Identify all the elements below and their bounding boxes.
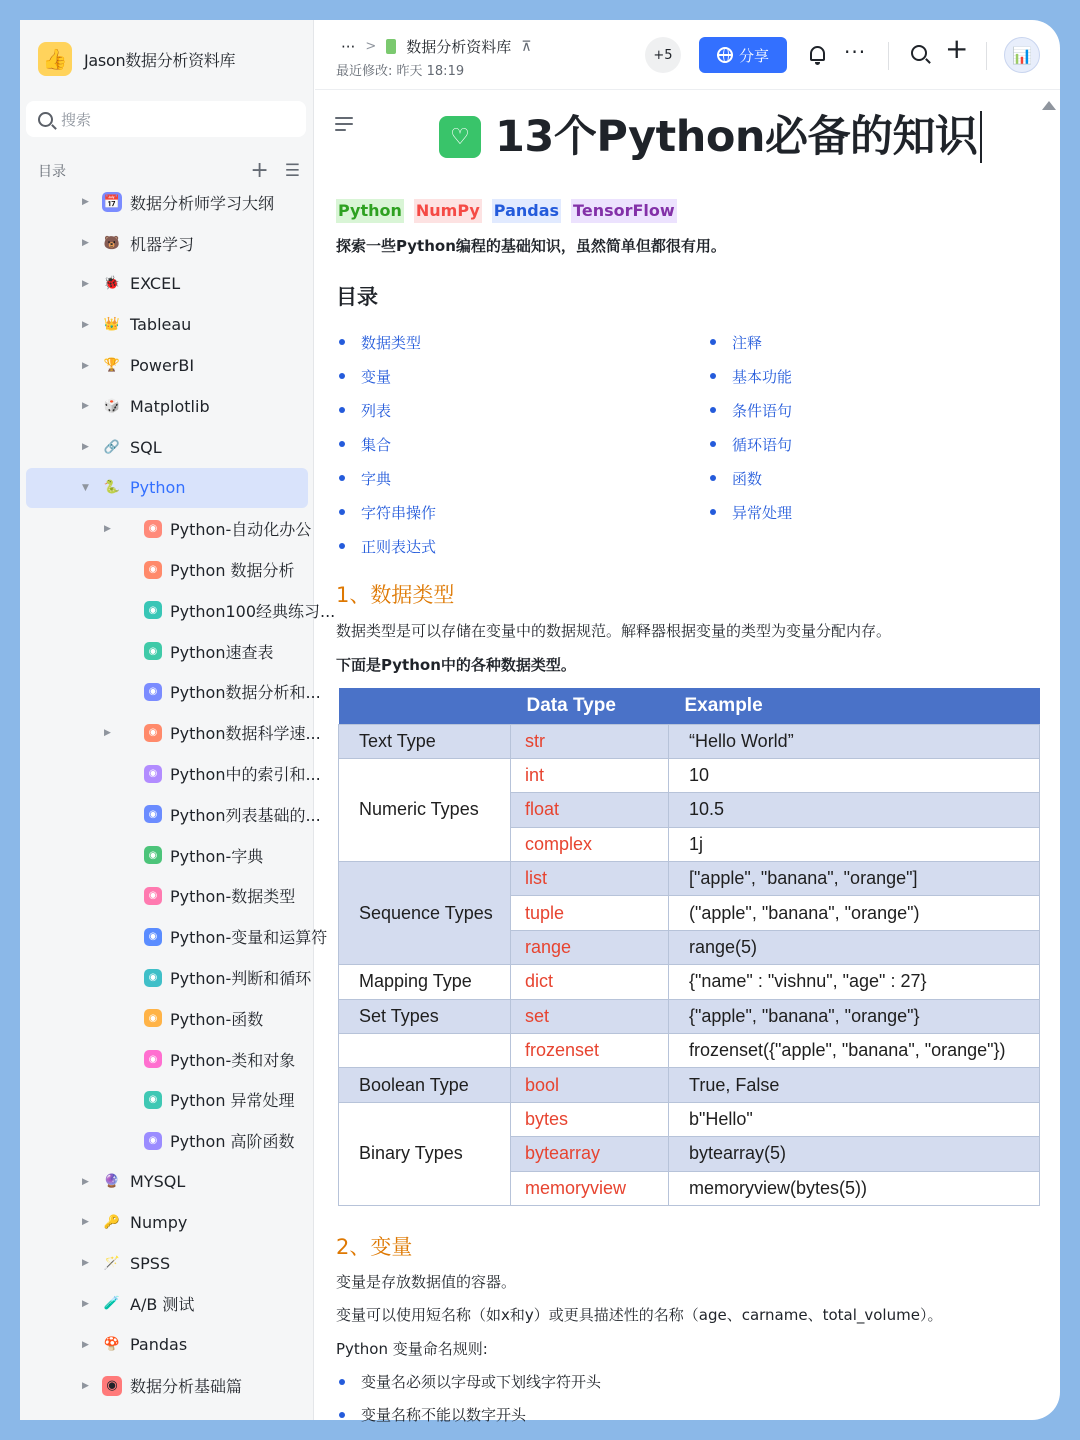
- toc-left-column: [339, 325, 436, 563]
- sidebar-item[interactable]: [26, 223, 308, 264]
- type-cell: complex: [511, 827, 669, 861]
- tag-list: [336, 199, 677, 223]
- divider: [888, 42, 889, 70]
- sidebar-item-label: Python-函数: [170, 1009, 264, 1029]
- list-item: 变量名必须以字母或下划线字符开头: [339, 1371, 601, 1392]
- page-icon: 📅: [102, 192, 122, 212]
- type-cell: frozenset: [511, 1034, 669, 1068]
- sidebar-item-label: Python-类和对象: [170, 1050, 296, 1070]
- toc-link[interactable]: 基本功能: [710, 359, 792, 393]
- caret-right-icon[interactable]: ▶: [82, 197, 89, 208]
- sidebar-item-label: Python: [130, 478, 186, 498]
- sidebar-item[interactable]: [26, 1080, 308, 1121]
- type-cell: list: [511, 862, 669, 896]
- sidebar-item-label: Python列表基础的...: [170, 805, 321, 825]
- sidebar-item-label: Matplotlib: [130, 396, 210, 416]
- example-cell: ("apple", "banana", "orange"): [669, 896, 1040, 930]
- caret-right-icon[interactable]: ▶: [82, 319, 89, 330]
- globe-icon: [717, 47, 733, 63]
- sidebar-item-label: SPSS: [130, 1253, 171, 1273]
- tag[interactable]: Pandas: [492, 199, 561, 223]
- paragraph: 数据类型是可以存储在变量中的数据规范。解释器根据变量的类型为变量分配内存。: [336, 622, 892, 640]
- bell-icon[interactable]: [810, 46, 825, 61]
- page-icon: 🎲: [103, 398, 121, 414]
- sidebar-item-label: 数据分析基础篇: [130, 1377, 243, 1396]
- page-icon: ◉: [144, 1132, 162, 1150]
- sidebar-item[interactable]: [26, 1243, 308, 1284]
- page-icon: 🏆: [103, 358, 121, 374]
- thumbs-up-logo-icon: 👍: [38, 42, 72, 76]
- type-cell: float: [511, 793, 669, 827]
- paragraph: 变量可以使用短名称（如x和y）或更具描述性的名称（age、carname、total_volume）。: [336, 1306, 943, 1324]
- sidebar-item[interactable]: [26, 835, 308, 876]
- toc-link[interactable]: 循环语句: [710, 427, 792, 461]
- example-cell: bytearray(5): [669, 1137, 1040, 1171]
- example-cell: 10: [669, 758, 1040, 792]
- more-breadcrumb-button[interactable]: ···: [341, 37, 356, 56]
- table-row: [339, 862, 1040, 896]
- type-cell: str: [511, 724, 669, 758]
- brand[interactable]: [38, 42, 235, 76]
- category-cell: Sequence Types: [339, 862, 511, 965]
- example-cell: b"Hello": [669, 1102, 1040, 1136]
- caret-right-icon[interactable]: ▶: [82, 1258, 89, 1269]
- app-window: [20, 20, 1060, 1424]
- table-header: [339, 688, 511, 724]
- caret-right-icon[interactable]: ▶: [82, 1217, 89, 1228]
- sidebar-item-label: Numpy: [130, 1212, 188, 1232]
- caret-right-icon[interactable]: ▶: [82, 360, 89, 371]
- caret-right-icon[interactable]: ▶: [82, 1380, 89, 1391]
- toc-link[interactable]: 列表: [339, 393, 436, 427]
- tag[interactable]: TensorFlow: [571, 199, 677, 223]
- tag[interactable]: Python: [336, 199, 404, 223]
- sidebar-item-label: Pandas: [130, 1335, 188, 1355]
- sidebar-item[interactable]: [26, 549, 308, 590]
- table-row: [339, 1034, 1040, 1068]
- top-bar: [315, 20, 1060, 90]
- page-icon: ◉: [144, 887, 162, 905]
- sidebar-item-label: Python-自动化办公: [170, 520, 312, 540]
- sidebar-item[interactable]: [26, 1120, 308, 1161]
- share-button[interactable]: [699, 37, 787, 73]
- sidebar-item[interactable]: [26, 427, 308, 468]
- sidebar-item-label: Python-变量和运算符: [170, 928, 328, 948]
- example-cell: 10.5: [669, 793, 1040, 827]
- example-cell: “Hello World”: [669, 724, 1040, 758]
- table-header: Example: [669, 688, 1040, 724]
- document-body: [315, 91, 1060, 1424]
- page-icon: ◉: [144, 1009, 162, 1027]
- caret-right-icon[interactable]: ▶: [82, 278, 89, 289]
- sidebar-item[interactable]: [26, 264, 308, 305]
- page-icon: ◉: [144, 805, 162, 823]
- outline-toggle-icon[interactable]: [335, 117, 353, 135]
- page-icon: 🐻: [103, 235, 121, 251]
- example-cell: range(5): [669, 930, 1040, 964]
- intro-text: 探索一些Python编程的基础知识，虽然简单但都很有用。: [336, 237, 726, 255]
- page-icon: ◉: [144, 928, 162, 946]
- more-options-icon[interactable]: ···: [844, 40, 867, 64]
- sidebar-item[interactable]: [26, 345, 308, 386]
- page-icon: ◉: [144, 724, 162, 742]
- sidebar-item[interactable]: [26, 998, 308, 1039]
- sidebar-item[interactable]: [26, 468, 308, 509]
- breadcrumb: [341, 36, 531, 57]
- page-icon: 🐍: [103, 480, 121, 496]
- tag[interactable]: NumPy: [414, 199, 482, 223]
- page-icon: ◉: [144, 683, 162, 701]
- example-cell: 1j: [669, 827, 1040, 861]
- example-cell: True, False: [669, 1068, 1040, 1102]
- category-cell: [339, 1034, 511, 1068]
- category-cell: Numeric Types: [339, 758, 511, 861]
- toc-link[interactable]: 数据类型: [339, 325, 436, 359]
- sidebar-item-label: Python-判断和循环: [170, 969, 312, 989]
- caret-right-icon[interactable]: ▶: [82, 1339, 89, 1350]
- sidebar-item[interactable]: [26, 1324, 308, 1365]
- page-icon: ◉: [144, 561, 162, 579]
- sidebar-item-label: 机器学习: [130, 234, 195, 254]
- toc-link[interactable]: 字典: [339, 461, 436, 495]
- page-icon: ◉: [144, 1050, 162, 1068]
- share-label: 分享: [738, 46, 769, 65]
- toc-link[interactable]: 注释: [710, 325, 792, 359]
- table-row: [339, 1102, 1040, 1136]
- page-icon: ◉: [144, 846, 162, 864]
- toc-right-column: [710, 325, 792, 529]
- sidebar-item[interactable]: [26, 590, 336, 631]
- page-icon: ◉: [144, 642, 162, 660]
- caret-down-icon[interactable]: ▼: [82, 482, 89, 493]
- type-cell: bytearray: [511, 1137, 669, 1171]
- sidebar-tree: [26, 182, 336, 1406]
- last-modified: 最近修改: 昨天 18:19: [336, 64, 465, 79]
- sidebar-item-label: Python 数据分析: [170, 561, 295, 581]
- caret-right-icon[interactable]: ▶: [104, 523, 111, 534]
- sidebar-item[interactable]: [26, 672, 321, 713]
- page-icon: ◉: [102, 1376, 122, 1396]
- category-cell: Text Type: [339, 724, 511, 758]
- list-view-icon[interactable]: ☰: [284, 161, 300, 181]
- sidebar-item[interactable]: [26, 386, 308, 427]
- example-cell: {"apple", "banana", "orange"}: [669, 999, 1040, 1033]
- section-heading-data-types: 1、数据类型: [336, 583, 455, 607]
- type-cell: tuple: [511, 896, 669, 930]
- pin-icon[interactable]: ⊼: [521, 38, 532, 55]
- table-header: Data Type: [511, 688, 669, 724]
- sidebar-item[interactable]: [26, 753, 321, 794]
- list-item: 变量名称不能以数字开头: [339, 1404, 526, 1425]
- page-icon: 🐞: [103, 276, 121, 292]
- brand-name: Jason数据分析资料库: [84, 50, 236, 70]
- sidebar-item-label: Python100经典练习...: [170, 601, 336, 621]
- sidebar-item[interactable]: [26, 1365, 308, 1406]
- sidebar-item[interactable]: [26, 1039, 308, 1080]
- category-cell: Boolean Type: [339, 1068, 511, 1102]
- table-row: [339, 724, 1040, 758]
- caret-right-icon[interactable]: ▶: [82, 1176, 89, 1187]
- sidebar-item-label: A/B 测试: [130, 1295, 195, 1315]
- toc-heading: 目录: [336, 285, 378, 309]
- sidebar-item[interactable]: [26, 508, 312, 549]
- sidebar-item-label: Python中的索引和...: [170, 765, 321, 785]
- sidebar-item-label: Python-字典: [170, 846, 264, 866]
- sidebar-item[interactable]: [26, 631, 308, 672]
- section-heading-variables: 2、变量: [336, 1235, 413, 1259]
- page-icon: ◉: [144, 520, 162, 538]
- toc-link[interactable]: 集合: [339, 427, 436, 461]
- toc-link[interactable]: 变量: [339, 359, 436, 393]
- page-icon: 👑: [103, 317, 121, 333]
- example-cell: ["apple", "banana", "orange"]: [669, 862, 1040, 896]
- page-icon: ◉: [144, 1091, 162, 1109]
- category-cell: Set Types: [339, 999, 511, 1033]
- type-cell: memoryview: [511, 1171, 669, 1205]
- example-cell: memoryview(bytes(5)): [669, 1171, 1040, 1205]
- search-icon: [38, 112, 53, 127]
- sidebar-item[interactable]: [26, 957, 312, 998]
- breadcrumb-current[interactable]: 数据分析资料库: [406, 38, 512, 56]
- sidebar-item[interactable]: [26, 794, 321, 835]
- toc-link[interactable]: 条件语句: [710, 393, 792, 427]
- sidebar-item-label: Python数据科学速...: [170, 724, 321, 744]
- type-cell: bool: [511, 1068, 669, 1102]
- caret-right-icon[interactable]: ▶: [82, 401, 89, 412]
- type-cell: set: [511, 999, 669, 1033]
- sidebar: [20, 20, 336, 1420]
- type-cell: bytes: [511, 1102, 669, 1136]
- table-header-row: [339, 688, 1040, 724]
- toc-link[interactable]: 字符串操作: [339, 495, 436, 529]
- toc-link[interactable]: 函数: [710, 461, 792, 495]
- sidebar-item-label: 数据分析师学习大纲: [130, 193, 275, 213]
- add-icon[interactable]: +: [945, 32, 969, 65]
- type-cell: int: [511, 758, 669, 792]
- example-cell: frozenset({"apple", "banana", "orange"}): [669, 1034, 1040, 1068]
- scroll-up-icon[interactable]: [1042, 101, 1056, 110]
- sidebar-item[interactable]: [26, 182, 308, 223]
- toc-link[interactable]: 异常处理: [710, 495, 792, 529]
- toc-title: 目录: [38, 164, 66, 180]
- divider: [986, 42, 987, 70]
- category-cell: Mapping Type: [339, 965, 511, 999]
- caret-right-icon[interactable]: ▶: [82, 238, 89, 249]
- sidebar-item[interactable]: [26, 1284, 308, 1325]
- sidebar-item-label: MYSQL: [130, 1172, 186, 1192]
- category-cell: Binary Types: [339, 1102, 511, 1205]
- paragraph: 下面是Python中的各种数据类型。: [336, 656, 576, 674]
- sidebar-item-label: EXCEL: [130, 274, 181, 294]
- sidebar-item-label: SQL: [130, 437, 162, 457]
- paragraph: Python 变量命名规则:: [336, 1340, 488, 1358]
- search-icon[interactable]: [911, 45, 927, 61]
- search-placeholder: 搜索: [61, 110, 92, 129]
- sidebar-item-label: Python 异常处理: [170, 1091, 295, 1111]
- type-cell: range: [511, 930, 669, 964]
- toc-link[interactable]: 正则表达式: [339, 529, 436, 563]
- page-icon: 🍄: [103, 1337, 121, 1353]
- chevron-right-icon: >: [365, 39, 377, 54]
- table-row: [339, 965, 1040, 999]
- table-row: [339, 1068, 1040, 1102]
- sidebar-search-input[interactable]: [26, 101, 306, 137]
- heart-icon[interactable]: ♡: [439, 116, 481, 158]
- page-icon: 🧪: [103, 1296, 121, 1312]
- paragraph: 变量是存放数据值的容器。: [336, 1273, 517, 1291]
- sidebar-item[interactable]: [26, 712, 321, 753]
- type-cell: dict: [511, 965, 669, 999]
- sidebar-item-label: Tableau: [130, 315, 192, 335]
- table-row: [339, 999, 1040, 1033]
- document-icon: [386, 39, 396, 54]
- toc-header: [38, 160, 300, 182]
- page-title[interactable]: 13个Python必备的知识: [495, 111, 982, 163]
- caret-right-icon[interactable]: ▶: [82, 1298, 89, 1309]
- table-row: [339, 758, 1040, 792]
- caret-right-icon[interactable]: ▶: [82, 442, 89, 453]
- add-page-button[interactable]: +: [250, 158, 269, 183]
- data-types-table: [338, 688, 1040, 1206]
- caret-right-icon[interactable]: ▶: [104, 727, 111, 738]
- sidebar-item-label: Python-数据类型: [170, 887, 296, 907]
- sidebar-item[interactable]: [26, 1202, 308, 1243]
- page-icon: ◉: [144, 969, 162, 987]
- avatar[interactable]: 📊: [1004, 37, 1040, 73]
- sidebar-item-label: Python 高阶函数: [170, 1132, 295, 1152]
- sidebar-item[interactable]: [26, 1161, 308, 1202]
- sidebar-item[interactable]: [26, 876, 308, 917]
- sidebar-item-label: PowerBI: [130, 356, 195, 376]
- page-icon: 🔮: [103, 1174, 121, 1190]
- sidebar-item[interactable]: [26, 304, 308, 345]
- page-icon: 🔑: [103, 1214, 121, 1230]
- sidebar-item-label: Python速查表: [170, 642, 274, 662]
- page-icon: 🔗: [103, 439, 121, 455]
- title-row: [439, 111, 982, 163]
- collaborators-count[interactable]: +5: [645, 37, 681, 73]
- page-icon: ◉: [144, 765, 162, 783]
- example-cell: {"name" : "vishnu", "age" : 27}: [669, 965, 1040, 999]
- sidebar-item-label: Python数据分析和...: [170, 683, 321, 703]
- page-icon: ◉: [144, 601, 162, 619]
- sidebar-item[interactable]: [26, 916, 328, 957]
- page-icon: 🪄: [103, 1255, 121, 1271]
